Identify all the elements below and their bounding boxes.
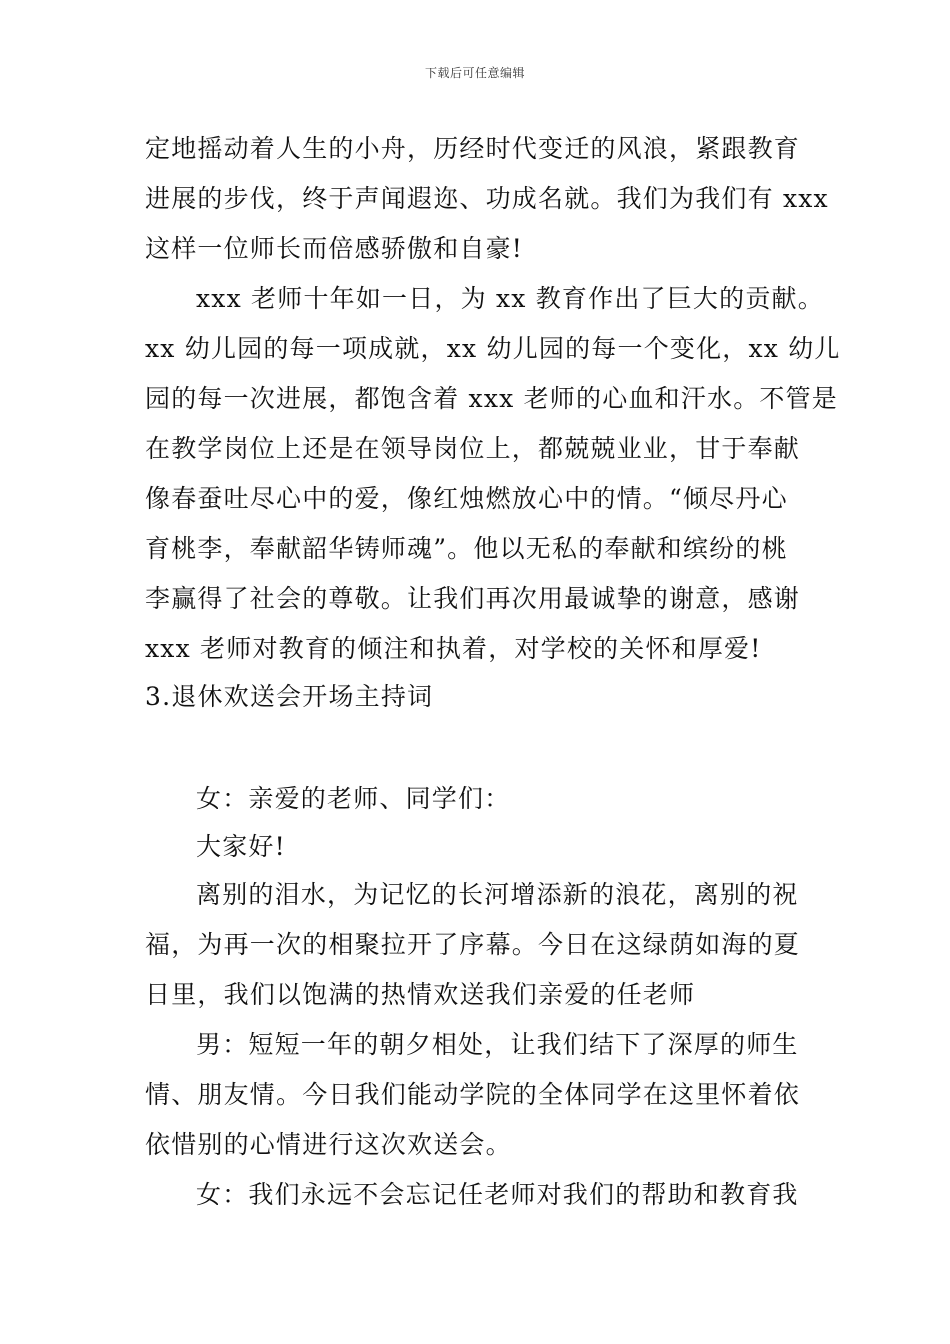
text-line: 在教学岗位上还是在领导岗位上，都兢兢业业，甘于奉献 bbox=[145, 434, 801, 463]
text-line: xxx 老师对教育的倾注和执着，对学校的关怀和厚爱! bbox=[145, 634, 762, 663]
text-line: 离别的泪水，为记忆的长河增添新的浪花，离别的祝 bbox=[196, 880, 799, 909]
text-line: xx 幼儿园的每一项成就，xx 幼儿园的每一个变化，xx 幼儿 bbox=[145, 334, 841, 363]
text-line: 日里，我们以饱满的热情欢送我们亲爱的任老师 bbox=[145, 980, 696, 1009]
text-line: 像春蚕吐尽心中的爱，像红烛燃放心中的情。“倾尽丹心 bbox=[145, 484, 788, 513]
text-line: 福，为再一次的相聚拉开了序幕。今日在这绿荫如海的夏 bbox=[145, 930, 801, 959]
text-line: 李赢得了社会的尊敬。让我们再次用最诚挚的谢意，感谢 bbox=[145, 584, 801, 613]
text-line: xxx 老师十年如一日，为 xx 教育作出了巨大的贡献。 bbox=[196, 284, 824, 313]
text-line: 情、朋友情。今日我们能动学院的全体同学在这里怀着依 bbox=[145, 1080, 801, 1109]
text-line: 女：我们永远不会忘记任老师对我们的帮助和教育我 bbox=[196, 1180, 799, 1209]
text-line: 进展的步伐，终于声闻遐迩、功成名就。我们为我们有 xxx bbox=[145, 184, 829, 213]
text-line: 男：短短一年的朝夕相处，让我们结下了深厚的师生 bbox=[196, 1030, 799, 1059]
page-header-note: 下载后可任意编辑 bbox=[424, 66, 525, 80]
text-line: 园的每一次进展，都饱含着 xxx 老师的心血和汗水。不管是 bbox=[145, 384, 838, 413]
text-line: 女：亲爱的老师、同学们： bbox=[196, 784, 511, 813]
text-line: 依惜别的心情进行这次欢送会。 bbox=[145, 1130, 512, 1159]
section-heading: 3.退休欢送会开场主持词 bbox=[145, 682, 434, 711]
text-line: 育桃李，奉献韶华铸师魂”。他以无私的奉献和缤纷的桃 bbox=[145, 534, 788, 563]
text-line: 大家好! bbox=[196, 832, 286, 861]
text-line: 这样一位师长而倍感骄傲和自豪! bbox=[145, 234, 524, 263]
text-line: 定地摇动着人生的小舟，历经时代变迁的风浪，紧跟教育 bbox=[145, 134, 801, 163]
